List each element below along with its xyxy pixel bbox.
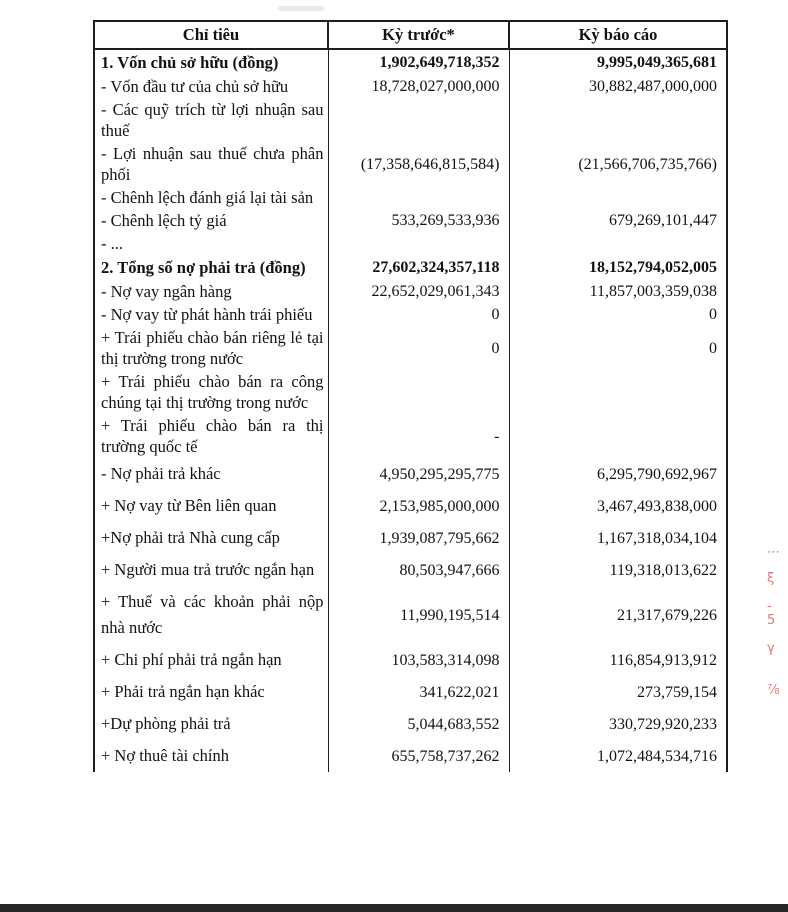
prev-period-value-cell (328, 98, 509, 142)
prev-period-value-cell: 80,503,947,666 (328, 554, 509, 586)
report-period-value-cell: 6,295,790,692,967 (509, 458, 727, 490)
prev-period-value-cell: 2,153,985,000,000 (328, 490, 509, 522)
report-period-value-cell: 119,318,013,622 (509, 554, 727, 586)
table-header-row (94, 21, 727, 49)
row-label-cell: - Nợ vay từ phát hành trái phiếu (94, 303, 328, 326)
report-period-value-cell: 273,759,154 (509, 676, 727, 708)
report-period-value-cell (509, 186, 727, 209)
table-row (94, 255, 727, 280)
row-label-cell: + Phải trả ngắn hạn khác (94, 676, 328, 708)
row-label-cell: +Dự phòng phải trả (94, 708, 328, 740)
table-row (94, 370, 727, 414)
header-previous-period: Kỳ trước* (328, 21, 509, 49)
table-row (94, 586, 727, 644)
report-period-value-cell: 1,167,318,034,104 (509, 522, 727, 554)
row-label-cell: 2. Tổng số nợ phải trả (đồng) (94, 255, 328, 280)
prev-period-value-cell: 22,652,029,061,343 (328, 280, 509, 303)
table-row (94, 49, 727, 75)
prev-period-value-cell: 103,583,314,098 (328, 644, 509, 676)
table-row (94, 209, 727, 232)
table-row (94, 554, 727, 586)
handwritten-margin-marks (763, 546, 785, 716)
scan-smudge (278, 6, 324, 11)
table-row (94, 740, 727, 772)
report-period-value-cell: 11,857,003,359,038 (509, 280, 727, 303)
table-row (94, 303, 727, 326)
scan-edge-bar (0, 904, 788, 912)
row-label-cell: + Nợ thuê tài chính (94, 740, 328, 772)
report-period-value-cell: 1,072,484,534,716 (509, 740, 727, 772)
prev-period-value-cell (328, 370, 509, 414)
prev-period-value-cell: 0 (328, 326, 509, 370)
report-period-value-cell: 0 (509, 303, 727, 326)
row-label-cell: - Lợi nhuận sau thuế chưa phân phối (94, 142, 328, 186)
prev-period-value-cell: 1,939,087,795,662 (328, 522, 509, 554)
report-period-value-cell (509, 370, 727, 414)
margin-mark: γ (767, 641, 775, 656)
row-label-cell: + Thuế và các khoản phải nộp nhà nước (94, 586, 328, 644)
prev-period-value-cell: 5,044,683,552 (328, 708, 509, 740)
row-label-cell: + Trái phiếu chào bán ra thị trường quốc tế (94, 414, 328, 458)
row-label-cell: - Nợ vay ngân hàng (94, 280, 328, 303)
row-label-cell: + Chi phí phải trả ngắn hạn (94, 644, 328, 676)
row-label-cell: - Vốn đầu tư của chủ sở hữu (94, 75, 328, 98)
table-row (94, 522, 727, 554)
table-row (94, 708, 727, 740)
table-row (94, 458, 727, 490)
report-period-value-cell: 0 (509, 326, 727, 370)
report-period-value-cell: 21,317,679,226 (509, 586, 727, 644)
row-label-cell: 1. Vốn chủ sở hữu (đồng) (94, 49, 328, 75)
financial-table (93, 20, 728, 772)
prev-period-value-cell (328, 186, 509, 209)
prev-period-value-cell: 1,902,649,718,352 (328, 49, 509, 75)
report-period-value-cell (509, 414, 727, 458)
header-criteria: Chỉ tiêu (94, 21, 328, 49)
prev-period-value-cell: 4,950,295,295,775 (328, 458, 509, 490)
row-label-cell: - ... (94, 232, 328, 255)
prev-period-value-cell: 27,602,324,357,118 (328, 255, 509, 280)
table-row (94, 326, 727, 370)
report-period-value-cell: 679,269,101,447 (509, 209, 727, 232)
report-period-value-cell: 30,882,487,000,000 (509, 75, 727, 98)
table-row (94, 644, 727, 676)
row-label-cell: - Các quỹ trích từ lợi nhuận sau thuế (94, 98, 328, 142)
row-label-cell: + Nợ vay từ Bên liên quan (94, 490, 328, 522)
table-body (94, 49, 727, 772)
report-period-value-cell: (21,566,706,735,766) (509, 142, 727, 186)
prev-period-value-cell: 18,728,027,000,000 (328, 75, 509, 98)
prev-period-value-cell: 655,758,737,262 (328, 740, 509, 772)
margin-mark: 5 (767, 613, 776, 628)
prev-period-value-cell: (17,358,646,815,584) (328, 142, 509, 186)
table-row (94, 186, 727, 209)
margin-mark: ⋯ (767, 545, 780, 560)
table-header (94, 21, 727, 49)
row-label-cell: - Nợ phải trả khác (94, 458, 328, 490)
report-period-value-cell: 9,995,049,365,681 (509, 49, 727, 75)
prev-period-value-cell: - (328, 414, 509, 458)
table-row (94, 75, 727, 98)
table-row (94, 280, 727, 303)
row-label-cell: - Chênh lệch tỷ giá (94, 209, 328, 232)
table-row (94, 414, 727, 458)
report-period-value-cell: 18,152,794,052,005 (509, 255, 727, 280)
row-label-cell: - Chênh lệch đánh giá lại tài sản (94, 186, 328, 209)
header-reporting-period: Kỳ báo cáo (509, 21, 727, 49)
table-row (94, 676, 727, 708)
row-label-cell: + Trái phiếu chào bán ra công chúng tại thị trường trong nước (94, 370, 328, 414)
report-period-value-cell (509, 232, 727, 255)
prev-period-value-cell: 11,990,195,514 (328, 586, 509, 644)
table-row (94, 232, 727, 255)
margin-mark: ξ (767, 571, 775, 586)
prev-period-value-cell: 0 (328, 303, 509, 326)
table-row (94, 490, 727, 522)
margin-mark: ⅞ (767, 683, 780, 698)
table-row (94, 142, 727, 186)
report-period-value-cell: 3,467,493,838,000 (509, 490, 727, 522)
report-period-value-cell: 330,729,920,233 (509, 708, 727, 740)
row-label-cell: +Nợ phải trả Nhà cung cấp (94, 522, 328, 554)
prev-period-value-cell: 341,622,021 (328, 676, 509, 708)
table-row (94, 98, 727, 142)
report-period-value-cell: 116,854,913,912 (509, 644, 727, 676)
report-period-value-cell (509, 98, 727, 142)
row-label-cell: + Trái phiếu chào bán riêng lẻ tại thị trường trong nước (94, 326, 328, 370)
prev-period-value-cell (328, 232, 509, 255)
row-label-cell: + Người mua trả trước ngắn hạn (94, 554, 328, 586)
margin-mark: - (767, 599, 772, 614)
prev-period-value-cell: 533,269,533,936 (328, 209, 509, 232)
